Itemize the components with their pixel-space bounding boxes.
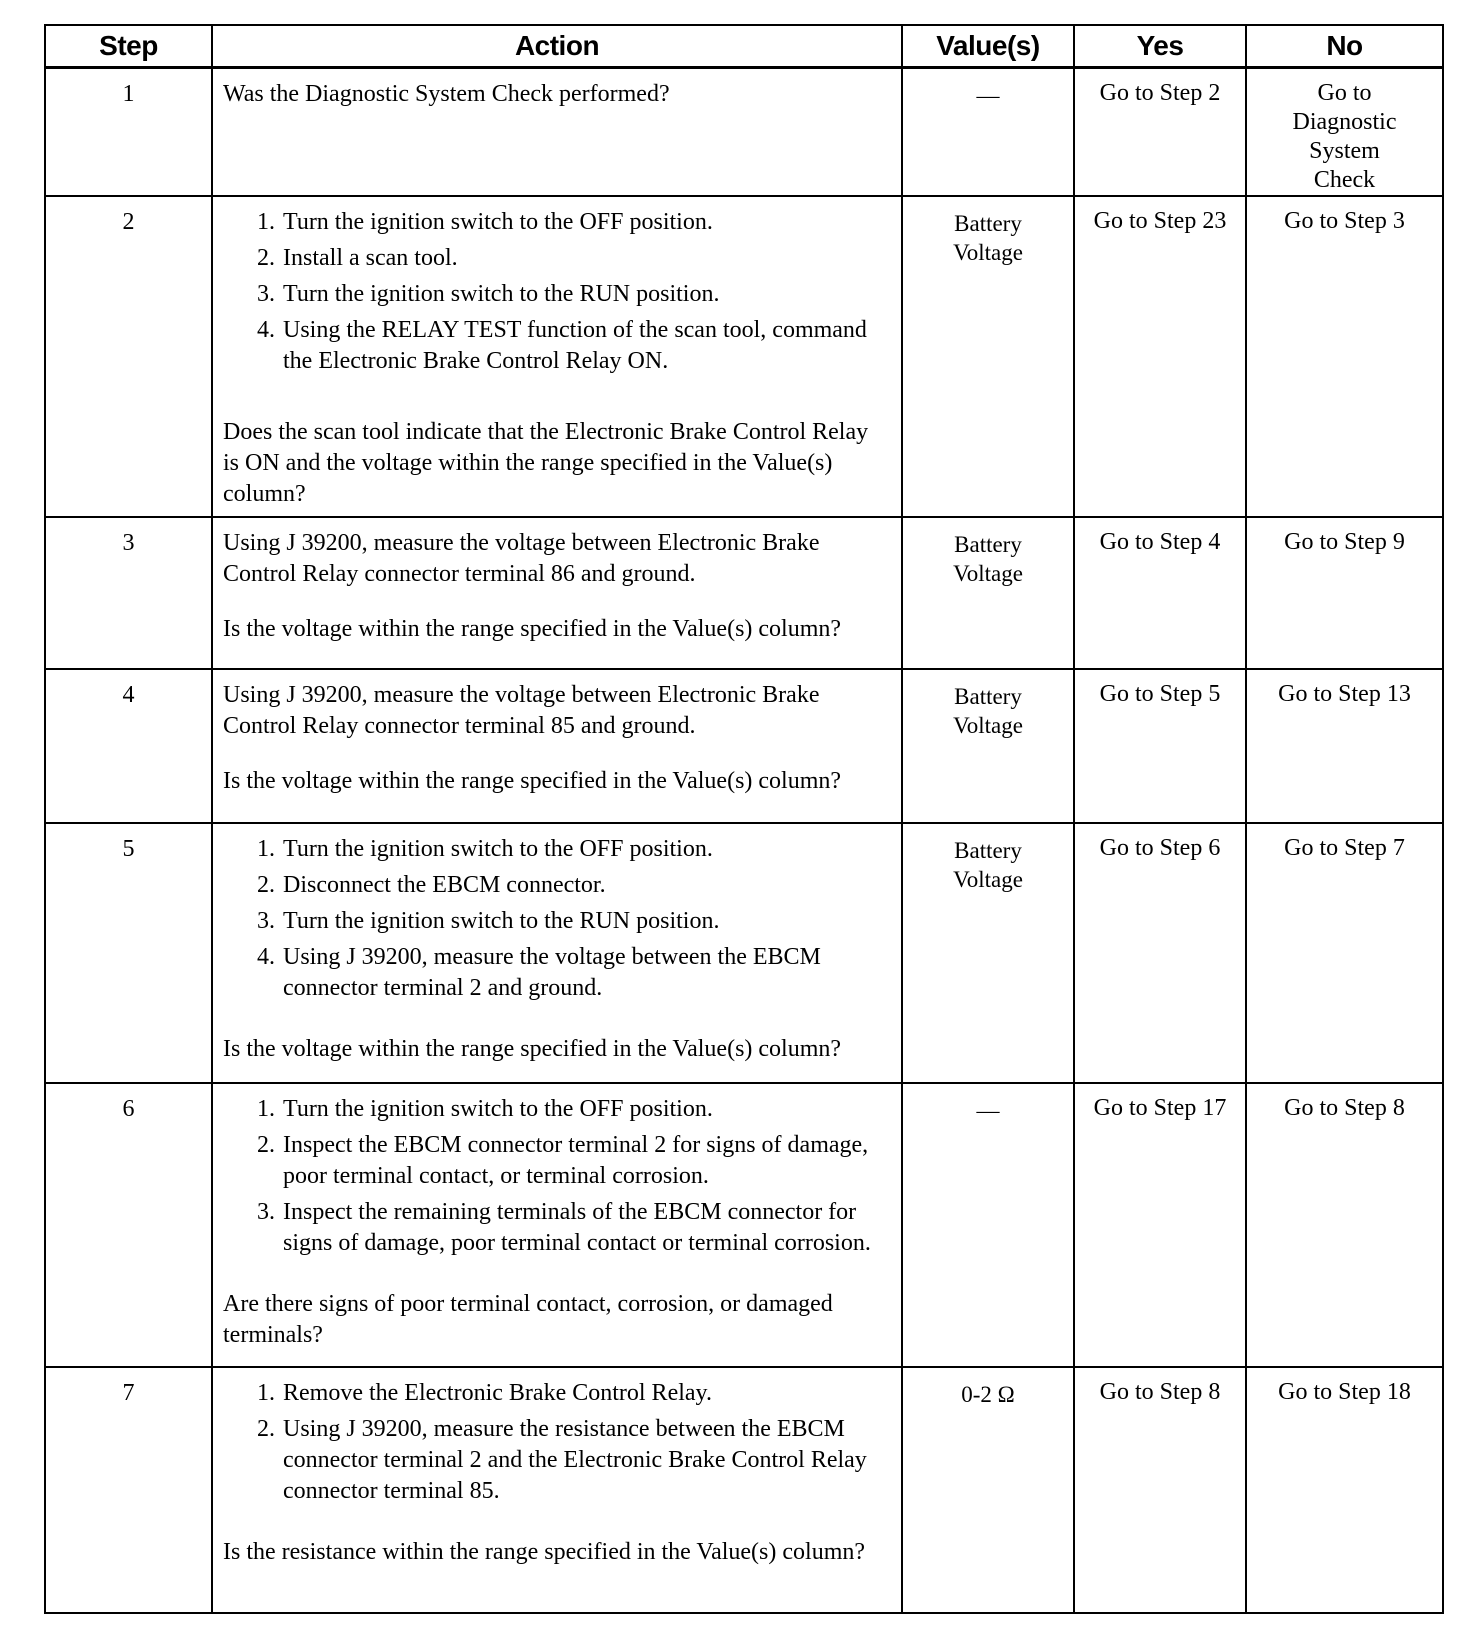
step-number: 2 <box>45 196 212 517</box>
action-cell <box>212 669 902 823</box>
action-cell <box>212 1083 902 1367</box>
instruction-item: 2. Disconnect the EBCM connector. <box>281 870 885 901</box>
step-number: 5 <box>45 823 212 1083</box>
value-cell: 0-2 Ω <box>902 1367 1074 1613</box>
question-text: Is the voltage within the range specified in the Value(s) column? <box>223 616 842 642</box>
yes-cell: Go to Step 5 <box>1074 669 1246 823</box>
table-row <box>45 68 1443 197</box>
value-cell <box>902 517 1074 669</box>
table-row <box>45 1083 1443 1367</box>
step-number: 7 <box>45 1367 212 1613</box>
value-cell <box>902 196 1074 517</box>
value-cell <box>902 823 1074 1083</box>
table-row <box>45 823 1443 1083</box>
lead-text: Using J 39200, measure the voltage between Electronic Brake Control Relay connector terminal 85 and ground. <box>223 682 820 739</box>
question-text: Are there signs of poor terminal contact, corrosion, or damaged terminals? <box>223 1291 833 1348</box>
yes-cell: Go to Step 6 <box>1074 823 1246 1083</box>
value-text: Battery Voltage <box>953 532 1023 586</box>
header-yes: Yes <box>1074 25 1246 68</box>
value-cell: — <box>902 68 1074 197</box>
action-cell <box>212 517 902 669</box>
instruction-item: 2. Using J 39200, measure the resistance between the EBCM connector terminal 2 and the Electronic Brake Control Relay connector terminal 85. <box>281 1414 885 1507</box>
table-row <box>45 669 1443 823</box>
yes-cell: Go to Step 4 <box>1074 517 1246 669</box>
yes-text: Go to Step 23 <box>1093 208 1227 234</box>
no-cell <box>1246 669 1443 823</box>
diagnostic-table <box>44 24 1444 1614</box>
instruction-item: 2. Inspect the EBCM connector terminal 2 for signs of damage, poor terminal contact, or terminal corrosion. <box>281 1130 885 1192</box>
instruction-item: 4. Using J 39200, measure the voltage between the EBCM connector terminal 2 and ground. <box>281 942 885 1004</box>
value-cell: — <box>902 1083 1074 1367</box>
step-number: 4 <box>45 669 212 823</box>
instruction-item: 3. Inspect the remaining terminals of the EBCM connector for signs of damage, poor terminal contact or terminal corrosion. <box>281 1197 885 1259</box>
question-text: Is the resistance within the range specified in the Value(s) column? <box>223 1539 866 1565</box>
no-text: Go to Diagnostic System Check <box>1292 80 1397 193</box>
step-number: 6 <box>45 1083 212 1367</box>
yes-cell <box>1074 196 1246 517</box>
header-action: Action <box>212 25 902 68</box>
yes-cell: Go to Step 8 <box>1074 1367 1246 1613</box>
instruction-item: 3. Turn the ignition switch to the RUN position. <box>281 279 885 310</box>
lead-text: Using J 39200, measure the voltage between Electronic Brake Control Relay connector terminal 86 and ground. <box>223 530 820 587</box>
question-text: Does the scan tool indicate that the Electronic Brake Control Relay is ON and the voltage within the range specified in the Value(s) column? <box>223 419 869 507</box>
yes-cell <box>1074 1083 1246 1367</box>
question-text: Is the voltage within the range specified in the Value(s) column? <box>223 768 842 794</box>
question-text: Is the voltage within the range specified in the Value(s) column? <box>223 1036 842 1062</box>
action-cell <box>212 196 902 517</box>
instruction-list <box>223 834 885 1004</box>
no-cell: Go to Step 3 <box>1246 196 1443 517</box>
instruction-item: 1. Turn the ignition switch to the OFF position. <box>281 1094 885 1125</box>
no-cell: Go to Step 7 <box>1246 823 1443 1083</box>
yes-text: Go to Step 17 <box>1093 1095 1227 1121</box>
instruction-list <box>223 207 885 377</box>
action-cell <box>212 1367 902 1613</box>
table-row <box>45 1367 1443 1613</box>
step-number: 3 <box>45 517 212 669</box>
table-row <box>45 517 1443 669</box>
header-no: No <box>1246 25 1443 68</box>
value-text: Battery Voltage <box>953 211 1023 265</box>
instruction-list <box>223 1378 885 1507</box>
no-text: Go to Step 13 <box>1278 681 1411 707</box>
table-row <box>45 196 1443 517</box>
instruction-item: 1. Remove the Electronic Brake Control Relay. <box>281 1378 885 1409</box>
value-text: Battery Voltage <box>953 684 1023 738</box>
instruction-list <box>223 1094 885 1259</box>
header-step: Step <box>45 25 212 68</box>
step-number: 1 <box>45 68 212 197</box>
instruction-item: 3. Turn the ignition switch to the RUN position. <box>281 906 885 937</box>
no-text: Go to Step 18 <box>1278 1379 1411 1405</box>
instruction-item: 1. Turn the ignition switch to the OFF position. <box>281 834 885 865</box>
header-values: Value(s) <box>902 25 1074 68</box>
table-header <box>45 25 1443 68</box>
value-cell <box>902 669 1074 823</box>
no-cell: Go to Step 8 <box>1246 1083 1443 1367</box>
question-text: Was the Diagnostic System Check performed? <box>223 81 670 107</box>
no-cell <box>1246 1367 1443 1613</box>
instruction-item: 4. Using the RELAY TEST function of the scan tool, command the Electronic Brake Control Relay ON. <box>281 315 885 377</box>
action-cell <box>212 68 902 197</box>
instruction-item: 1. Turn the ignition switch to the OFF position. <box>281 207 885 238</box>
value-text: Battery Voltage <box>953 838 1023 892</box>
instruction-item: 2. Install a scan tool. <box>281 243 885 274</box>
no-cell <box>1246 68 1443 197</box>
action-cell <box>212 823 902 1083</box>
yes-cell: Go to Step 2 <box>1074 68 1246 197</box>
no-cell: Go to Step 9 <box>1246 517 1443 669</box>
